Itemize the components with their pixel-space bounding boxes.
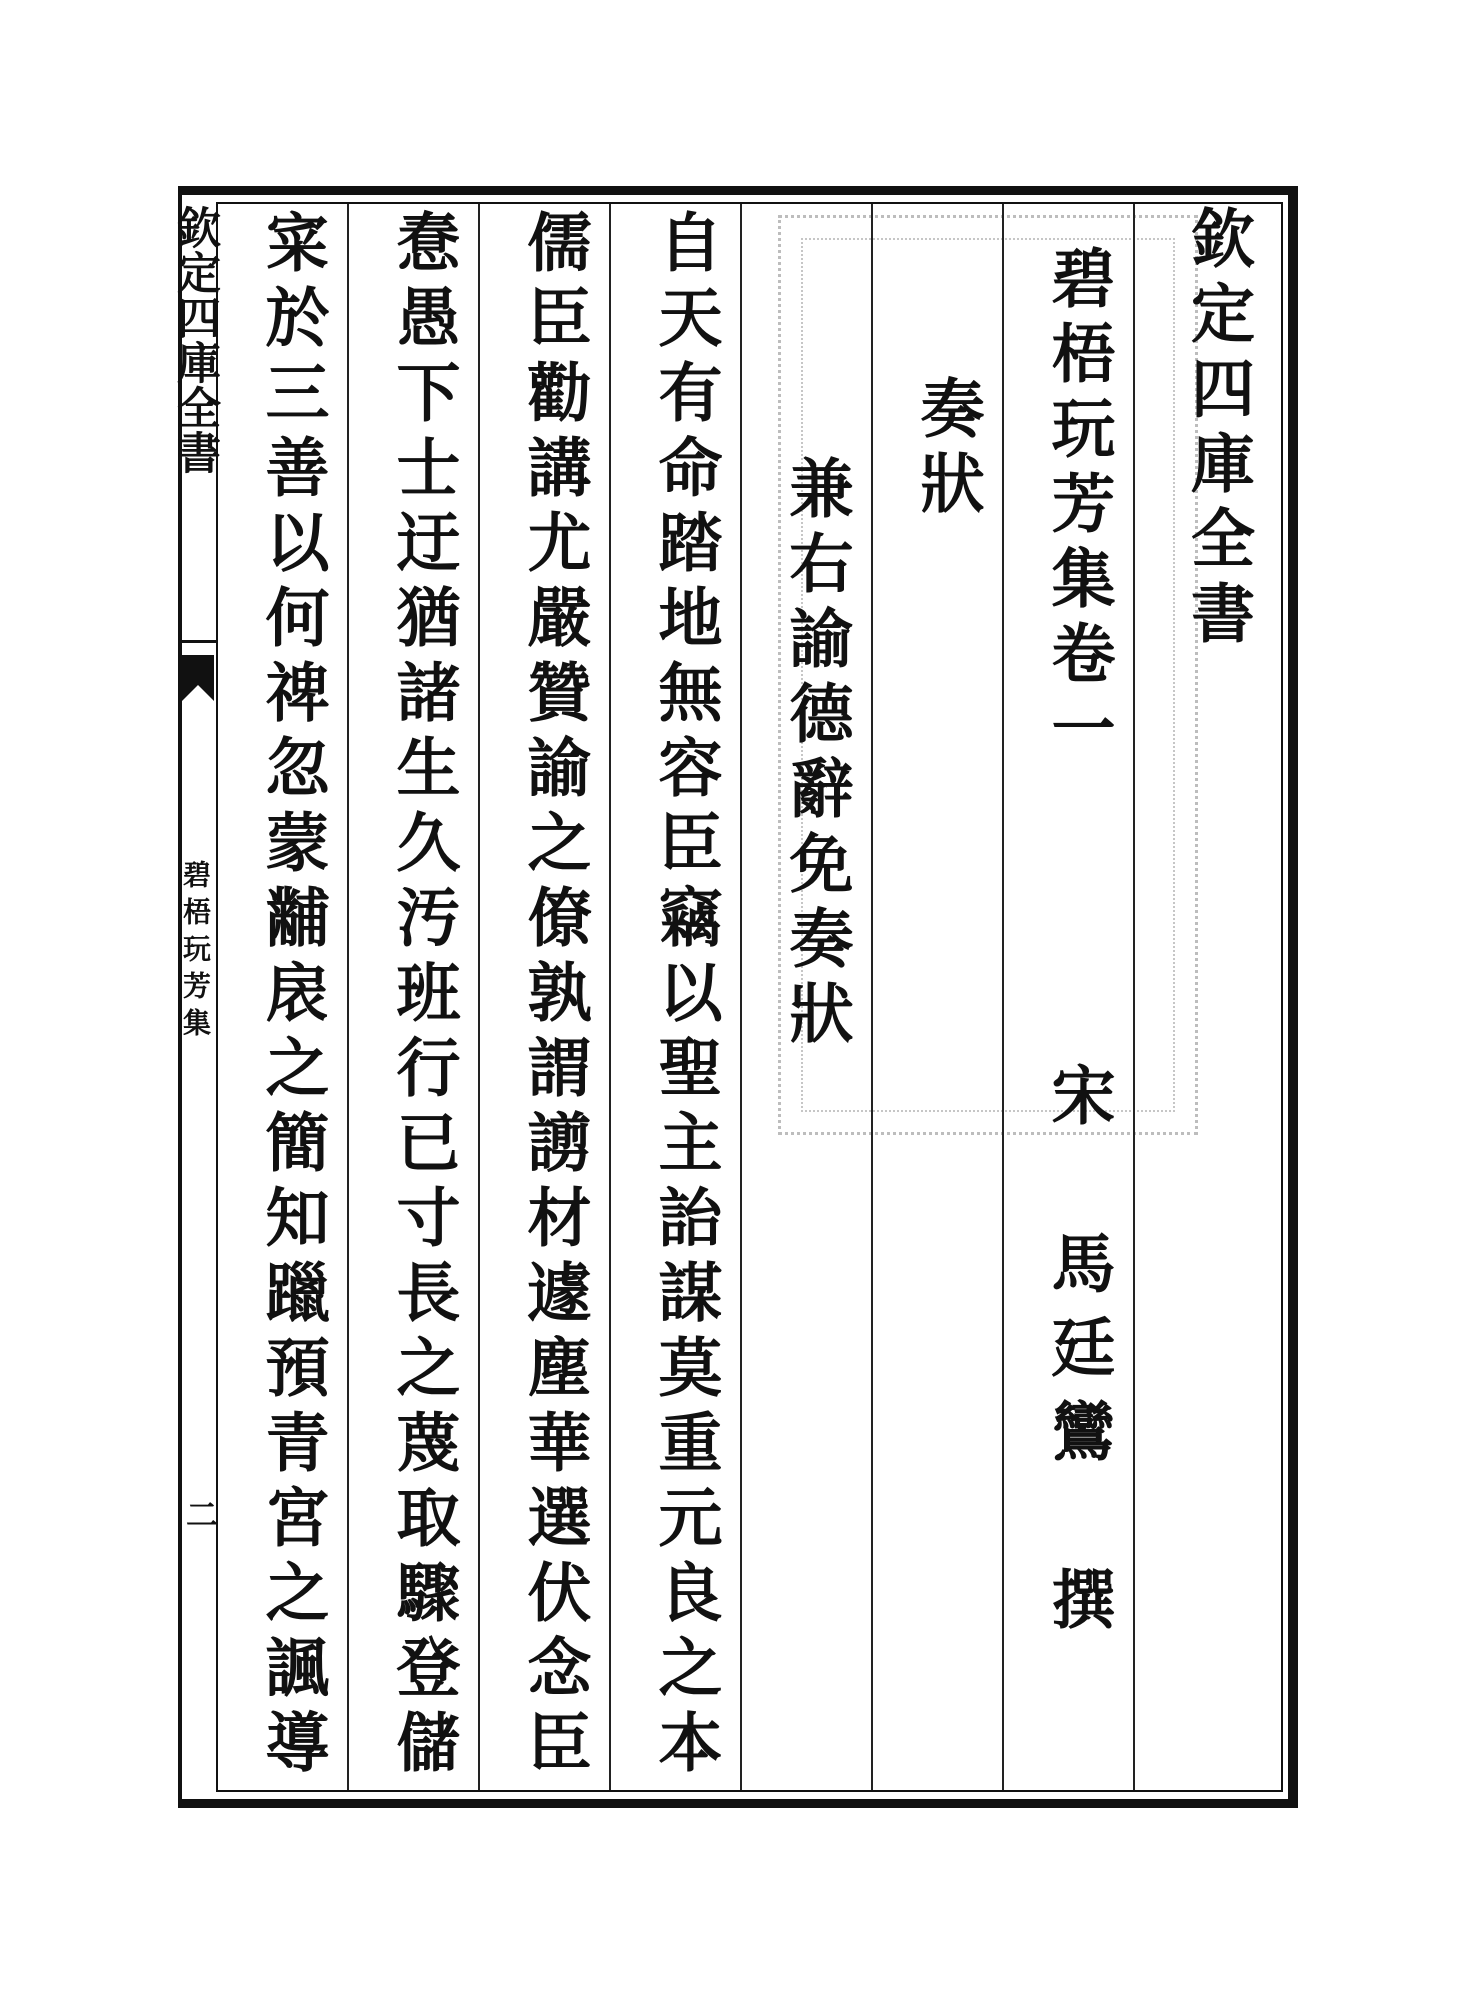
- column-section-heading: [891, 205, 1002, 1790]
- memorial-title-text: 兼右諭德辭免奏狀: [778, 455, 854, 1055]
- column-body-3: [367, 205, 478, 1790]
- column-rule: [478, 204, 480, 1790]
- section-heading-text: 奏狀: [909, 375, 985, 525]
- volume-title-text: 碧梧玩芳集卷一: [1040, 245, 1116, 770]
- column-body-1: [629, 205, 740, 1790]
- header-title-text: 欽定四庫全書: [1180, 205, 1255, 655]
- column-rule: [1133, 204, 1135, 1790]
- column-rule: [871, 204, 873, 1790]
- margin-page-number: 二: [181, 1498, 219, 1530]
- margin-book-title: 碧梧玩芳集: [179, 860, 212, 1045]
- body-text-line: 寀於三善以何禆忽蒙黼扆之簡知躐預青宮之諷導: [254, 209, 330, 1784]
- column-body-4: [236, 205, 347, 1790]
- column-rule: [347, 204, 349, 1790]
- column-rule: [1002, 204, 1004, 1790]
- column-rule: [609, 204, 611, 1790]
- column-rule: [740, 204, 742, 1790]
- fish-tail-mark-icon: [182, 655, 214, 715]
- body-text-line: 惷愚下士迂猶諸生久汚班行已寸長之蔑取驟登儲: [385, 209, 461, 1784]
- strip-rule: [178, 640, 216, 643]
- margin-collection-title: 欽定四庫全書: [169, 205, 220, 475]
- body-text-line: 儒臣勸講尤嚴贊諭之僚孰謂謭材遽塵華選伏念臣: [516, 209, 592, 1784]
- column-header-title: [1153, 205, 1281, 1790]
- column-memorial-title: [760, 205, 871, 1790]
- author-line-text: 宋 馬廷鸞 撰: [1040, 1062, 1116, 1650]
- column-body-2: [498, 205, 609, 1790]
- body-text-line: 自天有命踏地無容臣竊以聖主詒謀莫重元良之本: [647, 209, 723, 1784]
- column-volume-title: [1022, 205, 1133, 1790]
